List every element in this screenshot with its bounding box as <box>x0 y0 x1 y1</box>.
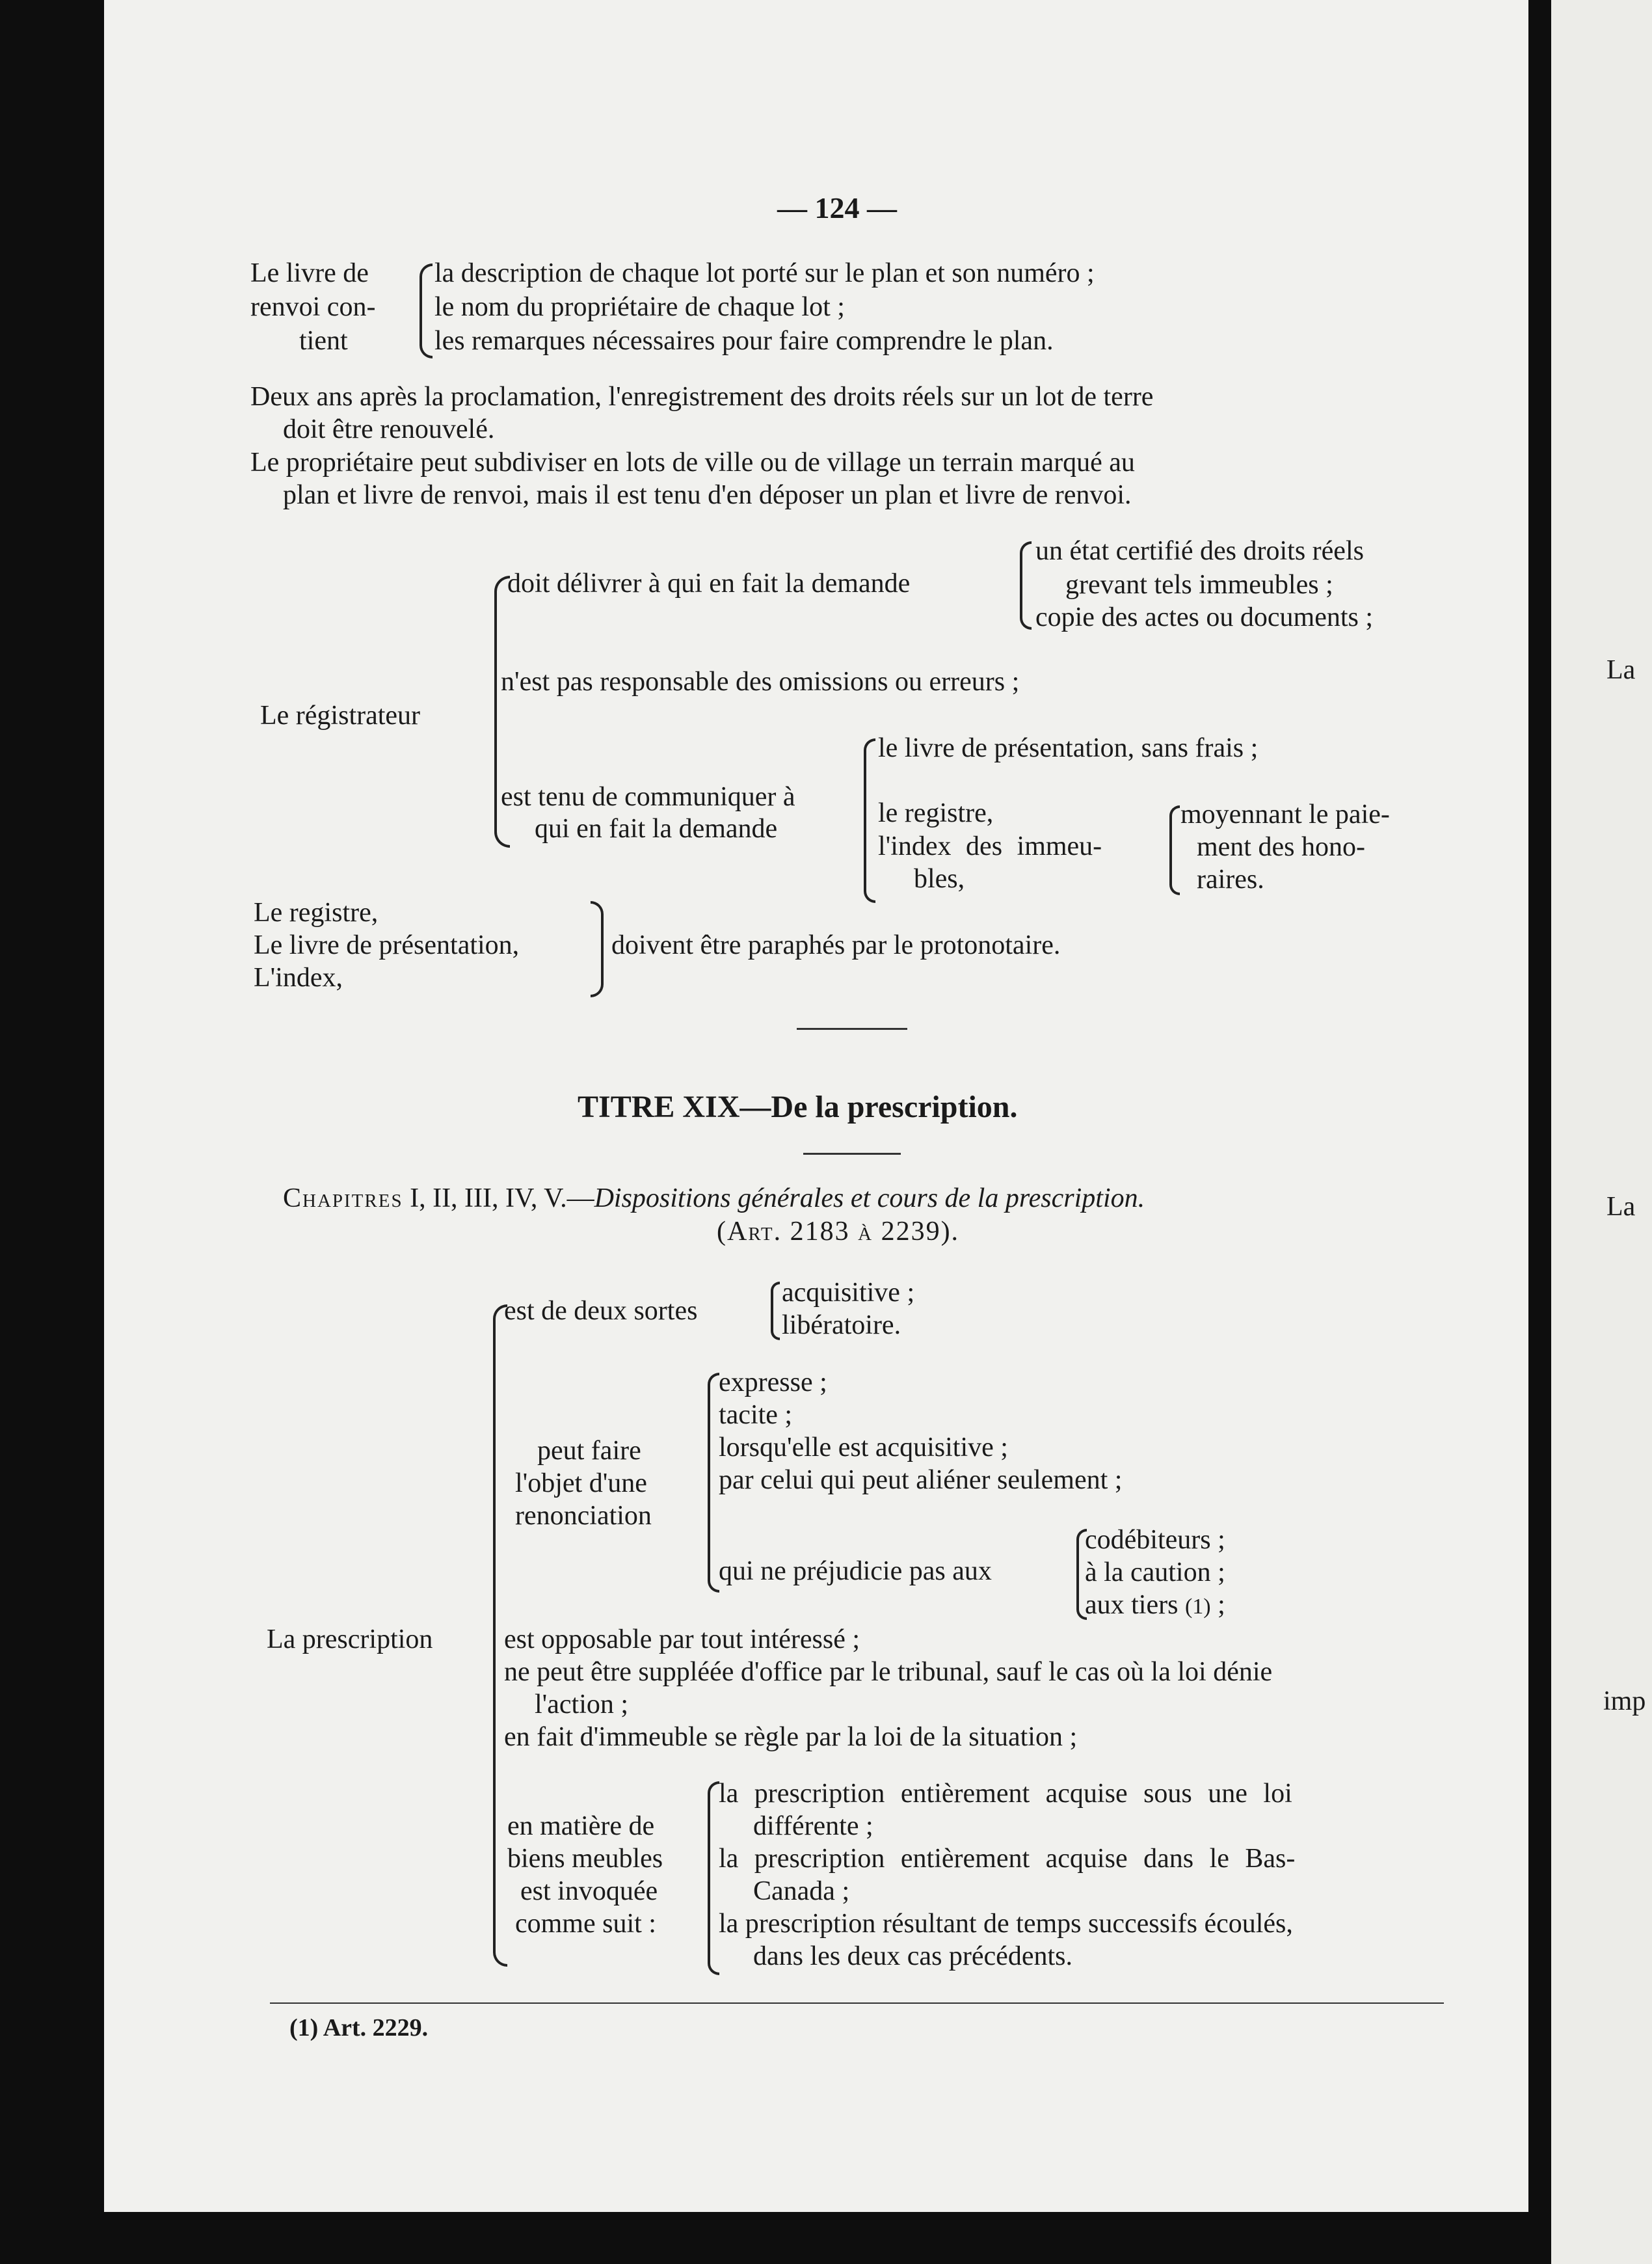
footnote: (1) Art. 2229. <box>289 2014 429 2042</box>
registre-item-1: le registre, <box>878 798 994 828</box>
meubles-item-1: la prescription entièrement acquise sous une loi <box>719 1779 1292 1809</box>
chapitres-numbers: I, II, III, IV, V.— <box>410 1183 594 1213</box>
meubles-lhs-1: en matière de <box>507 1811 655 1841</box>
paraphes-lhs-2: Le livre de présentation, <box>254 930 520 960</box>
doit-item-3: copie des actes ou documents ; <box>1035 602 1374 632</box>
livre-renvoi-lhs-2: renvoi con- <box>250 292 376 322</box>
meubles-lhs-3: est invoquée <box>520 1876 658 1906</box>
livre-renvoi-item-1: la description de chaque lot porté sur le plan et son numéro ; <box>434 258 1095 288</box>
tenu-line-1: est tenu de communiquer à <box>501 782 795 812</box>
livre-renvoi-brace <box>420 263 433 358</box>
livre-renvoi-item-3: les remarques nécessaires pour faire comprendre le plan. <box>434 326 1054 356</box>
registrateur-doit: doit délivrer à qui en fait la demande <box>507 569 911 599</box>
meubles-brace <box>708 1781 719 1975</box>
chapitres-line <box>283 1182 1145 1215</box>
adjacent-fragment-2: La <box>1606 1192 1636 1222</box>
chapitres-art: (Art. 2183 à 2239). <box>717 1217 960 1247</box>
paraphes-brace <box>591 901 604 997</box>
chapitres-title: Dispositions générales et cours de la prescription. <box>594 1183 1145 1213</box>
paragraph-2-line-1: Le propriétaire peut subdiviser en lots de ville ou de village un terrain marqué au <box>250 448 1135 478</box>
registre-item-3: bles, <box>914 864 965 894</box>
meubles-lhs-4: comme suit : <box>515 1909 656 1939</box>
renonciation-item-4: par celui qui peut aliéner seulement ; <box>719 1465 1123 1495</box>
sortes-item-1: acquisitive ; <box>782 1278 915 1308</box>
renonciation-item-2: tacite ; <box>719 1400 793 1430</box>
prescription-lhs: La prescription <box>267 1624 433 1654</box>
renonciation-item-3: lorsqu'elle est acquisitive ; <box>719 1433 1008 1462</box>
registrateur-lhs: Le régistrateur <box>260 701 421 731</box>
suppleee-line-1: ne peut être suppléée d'office par le tribunal, sauf le cas où la loi dénie <box>504 1657 1273 1687</box>
renonciation-item-1: expresse ; <box>719 1368 827 1397</box>
adjacent-page-edge <box>1551 0 1652 2264</box>
meubles-item-6: dans les deux cas précédents. <box>753 1941 1072 1971</box>
paiement-brace <box>1169 805 1180 895</box>
renonciation-lhs-2: l'objet d'une <box>515 1468 647 1498</box>
doit-brace <box>1020 541 1032 630</box>
meubles-item-3: la prescription entièrement acquise dans le Bas- <box>719 1844 1296 1874</box>
tenu-line-2: qui en fait la demande <box>535 814 778 844</box>
separator-rule-2 <box>803 1153 901 1155</box>
prejudicie-item-3-line: aux tiers (1) ; <box>1085 1590 1225 1620</box>
adjacent-fragment-1: La <box>1606 655 1636 685</box>
paragraph-2-line-2: plan et livre de renvoi, mais il est tenu d'en déposer un plan et livre de renvoi. <box>283 480 1132 510</box>
meubles-item-2: différente ; <box>753 1811 873 1841</box>
page-number: — 124 — <box>777 191 897 224</box>
livre-renvoi-lhs-1: Le livre de <box>250 258 369 288</box>
paraphes-lhs-3: L'index, <box>254 963 343 993</box>
renonciation-lhs-1: peut faire <box>537 1436 641 1466</box>
livre-renvoi-item-2: le nom du propriétaire de chaque lot ; <box>434 292 845 322</box>
prejudicie: qui ne préjudicie pas aux <box>719 1556 992 1586</box>
registrateur-responsable: n'est pas responsable des omissions ou erreurs ; <box>501 667 1020 697</box>
immeuble: en fait d'immeuble se règle par la loi de la situation ; <box>504 1722 1078 1752</box>
paraphes-lhs-1: Le registre, <box>254 898 379 928</box>
suppleee-line-2: l'action ; <box>535 1690 629 1719</box>
paiement-2: ment des hono- <box>1197 832 1365 862</box>
sortes-item-2: libératoire. <box>782 1310 901 1340</box>
renonciation-brace <box>708 1373 719 1593</box>
document-page <box>104 0 1528 2212</box>
meubles-item-5: la prescription résultant de temps successifs écoulés, <box>719 1909 1293 1939</box>
tenu-brace <box>864 738 875 903</box>
sortes-brace <box>771 1282 780 1340</box>
paraphes-rhs: doivent être paraphés par le protonotaire. <box>611 930 1061 960</box>
livre-presentation: le livre de présentation, sans frais ; <box>878 733 1259 763</box>
doit-item-1: un état certifié des droits réels <box>1035 536 1364 566</box>
meubles-item-4: Canada ; <box>753 1876 850 1906</box>
prejudicie-item-1: codébiteurs ; <box>1085 1525 1225 1555</box>
livre-renvoi-lhs-3: tient <box>299 326 348 356</box>
footnote-rule <box>270 2002 1444 2004</box>
titre-heading: TITRE XIX—De la prescription. <box>578 1090 1018 1124</box>
sortes: est de deux sortes <box>504 1296 698 1326</box>
paiement-1: moyennant le paie- <box>1180 800 1390 829</box>
registre-item-2: l'index des immeu- <box>878 831 1102 861</box>
meubles-lhs-2: biens meubles <box>507 1844 663 1874</box>
prejudicie-item-3: aux tiers <box>1085 1590 1179 1620</box>
paragraph-1-line-2: doit être renouvelé. <box>283 414 495 444</box>
chapitres-label: Chapitres <box>283 1183 403 1213</box>
adjacent-fragment-3: imp <box>1603 1686 1646 1716</box>
paiement-3: raires. <box>1197 865 1264 895</box>
doit-item-2: grevant tels immeubles ; <box>1065 570 1333 600</box>
separator-rule-1 <box>797 1028 907 1030</box>
footnote-ref: (1) <box>1184 1595 1211 1619</box>
opposable: est opposable par tout intéressé ; <box>504 1624 860 1654</box>
prejudicie-item-2: à la caution ; <box>1085 1557 1225 1587</box>
paragraph-1-line-1: Deux ans après la proclamation, l'enregistrement des droits réels sur un lot de terre <box>250 382 1154 412</box>
renonciation-lhs-3: renonciation <box>515 1501 652 1531</box>
